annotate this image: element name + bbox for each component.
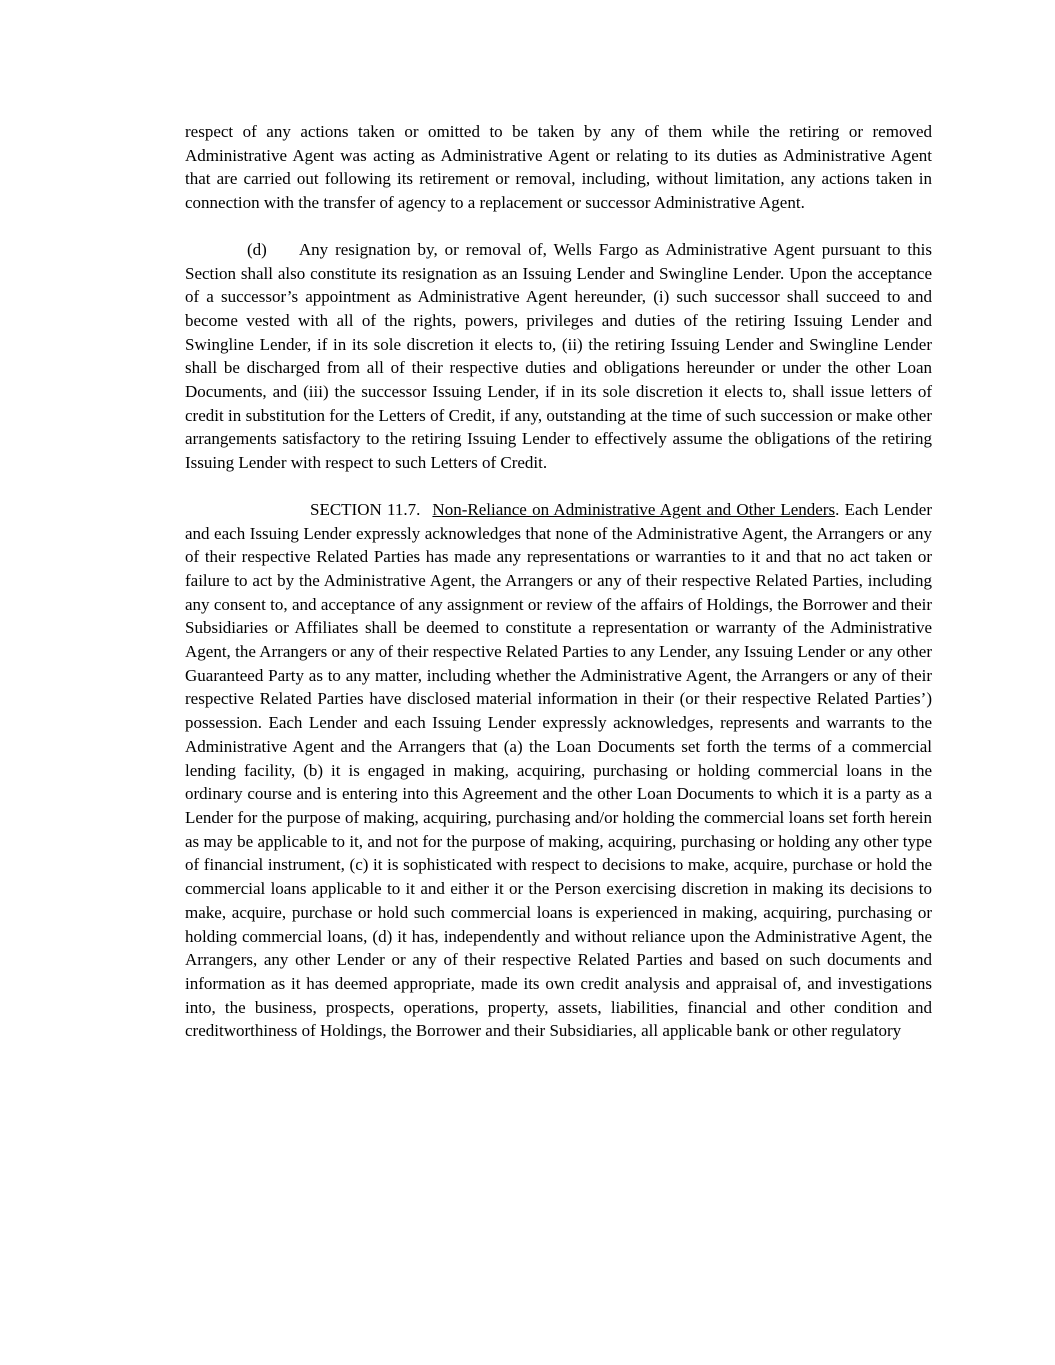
- clause-d-label: (d): [247, 239, 267, 259]
- section-number: SECTION 11.7.: [310, 499, 421, 519]
- paragraph-section-11-7: [185, 498, 932, 1043]
- paragraph-continuation: respect of any actions taken or omitted to be taken by any of them while the retiring or removed Administrative Agent was acting as Administrative Agent or relating to its duties as Administrative Agent that are carried out following its retirement or removal, including, without limitation, any actions taken in connection with the transfer of agency to a replacement or successor Administrative Agent.: [185, 122, 932, 213]
- clause-d-text: Any resignation by, or removal of, Wells Fargo as Administrative Agent pursuant to this Section shall also constitute its resignation as an Issuing Lender and Swingline Lender. Upon the acceptance of a successor’s appointment as Administrative Agent hereunder, (i) such successor shall succeed to and become vested with all of the rights, powers, privileges and duties of the retiring Issuing Lender and Swingline Lender, if in its sole discretion it elects to, (ii) the retiring Issuing Lender and Swingline Lender shall be discharged from all of their respective duties and obligations hereunder or under the other Loan Documents, and (iii) the successor Issuing Lender, if in its sole discretion it elects to, shall issue letters of credit in substitution for the Letters of Credit, if any, outstanding at the time of such succession or make other arrangements satisfactory to the retiring Issuing Lender to effectively assume the obligations of the retiring Issuing Lender with respect to such Letters of Credit.: [185, 239, 932, 473]
- paragraph-clause-d: [185, 238, 932, 475]
- section-body-text: . Each Lender and each Issuing Lender expressly acknowledges that none of the Administrative Agent, the Arrangers or any of their respective Related Parties has made any representations or warranties to it and that no act taken or failure to act by the Administrative Agent, the Arrangers or any of their respective Related Parties, including any consent to, and acceptance of any assignment or review of the affairs of Holdings, the Borrower and their Subsidiaries or Affiliates shall be deemed to constitute a representation or warranty of the Administrative Agent, the Arrangers or any of their respective Related Parties to any Lender, any Issuing Lender or any other Guaranteed Party as to any matter, including whether the Administrative Agent, the Arrangers or any of their respective Related Parties have disclosed material information in their (or their respective Related Parties’) possession. Each Lender and each Issuing Lender expressly acknowledges, represents and warrants to the Administrative Agent and the Arrangers that (a) the Loan Documents set forth the terms of a commercial lending facility, (b) it is engaged in making, acquiring, purchasing or holding commercial loans in the ordinary course and is entering into this Agreement and the other Loan Documents to which it is a party as a Lender for the purpose of making, acquiring, purchasing and/or holding the commercial loans set forth herein as may be applicable to it, and not for the purpose of making, acquiring, purchasing or holding any other type of financial instrument, (c) it is sophisticated with respect to decisions to make, acquire, purchase or hold the commercial loans applicable to it and either it or the Person exercising discretion in making its decisions to make, acquire, purchase or hold such commercial loans is experienced in making, acquiring, purchasing or holding commercial loans, (d) it has, independently and without reliance upon the Administrative Agent, the Arrangers, any other Lender or any of their respective Related Parties and based on such documents and information as it has deemed appropriate, made its own credit analysis and appraisal of, and investigations into, the business, prospects, operations, property, assets, liabilities, financial and other condition and creditworthiness of Holdings, the Borrower and their Subsidiaries, all applicable bank or other regulatory: [185, 499, 932, 1041]
- section-heading: Non-Reliance on Administrative Agent and Other Lenders: [432, 499, 836, 519]
